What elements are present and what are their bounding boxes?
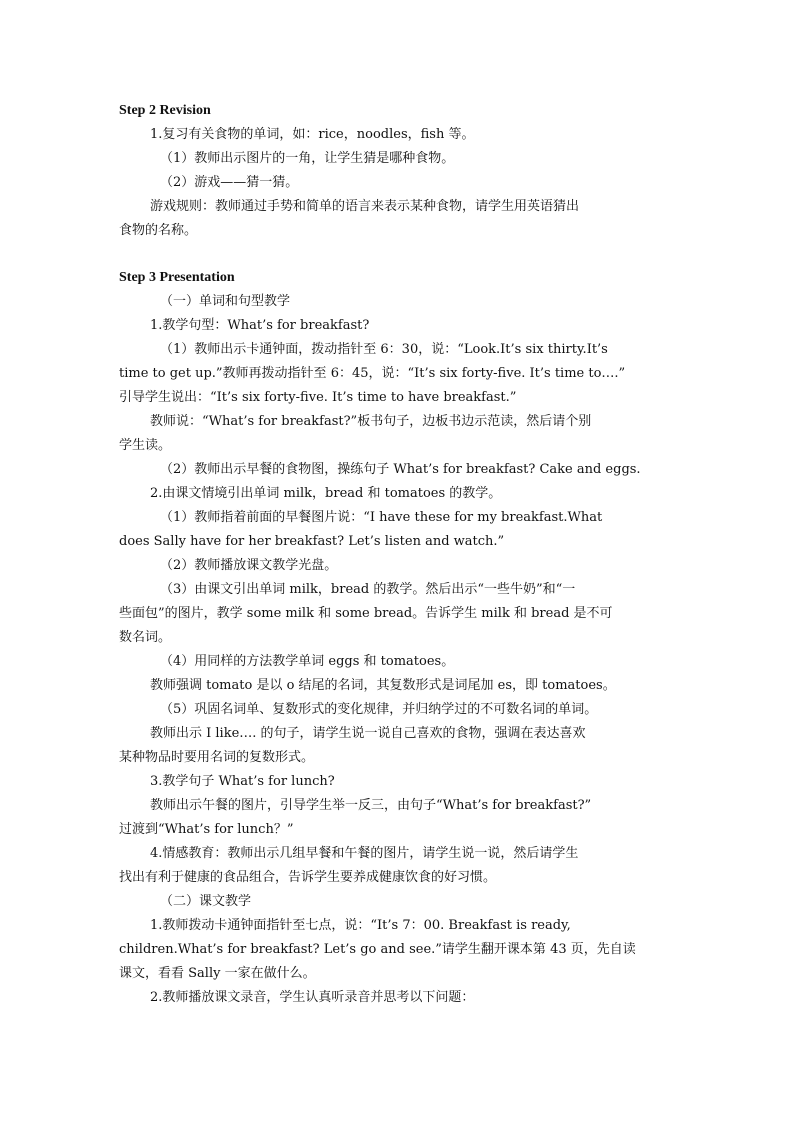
paragraph-line: 过渡到“What’s for lunch？” [119, 822, 294, 837]
paragraph-line: 学生读。 [119, 438, 172, 453]
paragraph-line: 数名词。 [119, 630, 172, 645]
paragraph-line: （5）巩固名词单、复数形式的变化规律，并归纳学过的不可数名词的单词。 [160, 702, 598, 717]
paragraph-line: 2.教师播放课文录音，学生认真听录音并思考以下问题： [150, 990, 475, 1005]
subsection-heading: （一）单词和句型教学 [160, 294, 291, 309]
paragraph-line: 课文，看看 Sally 一家在做什么。 [119, 966, 316, 981]
paragraph-line: 1.复习有关食物的单词，如：rice，noodles，fish 等。 [150, 127, 475, 142]
section-gap [119, 243, 679, 266]
paragraph-line: 些面包”的图片，教学 some milk 和 some bread。告诉学生 milk 和 bread 是不可 [119, 606, 613, 621]
paragraph-line: 1.教师拨动卡通钟面指针至七点，说：“It’s 7：00. Breakfast is ready, [150, 918, 571, 933]
step2-heading: Step 2 Revision [119, 103, 211, 118]
paragraph-line: （3）由课文引出单词 milk，bread 的教学。然后出示“一些牛奶”和“一 [160, 582, 576, 597]
paragraph-line: does Sally have for her breakfast? Let’s listen and watch.” [119, 534, 505, 549]
paragraph-line: 教师强调 tomato 是以 o 结尾的名词，其复数形式是词尾加 es，即 tomatoes。 [150, 678, 616, 693]
step3-heading: Step 3 Presentation [119, 270, 235, 285]
paragraph-line: （2）教师出示早餐的食物图，操练句子 What’s for breakfast? Cake and eggs. [160, 462, 641, 477]
paragraph-line: children.What’s for breakfast? Let’s go and see.”请学生翻开课本第 43 页，先自读 [119, 942, 636, 957]
paragraph-line: 教师说：“What’s for breakfast?”板书句子，边板书边示范读，然后请个别 [150, 414, 592, 429]
paragraph-line: （2）游戏——猜一猜。 [160, 175, 299, 190]
paragraph-line: 某种物品时要用名词的复数形式。 [119, 750, 315, 765]
paragraph-line: 游戏规则：教师通过手势和简单的语言来表示某种食物，请学生用英语猜出 [150, 199, 580, 214]
paragraph-line: 1.教学句型：What’s for breakfast? [150, 318, 370, 333]
paragraph-line: （1）教师出示图片的一角，让学生猜是哪种食物。 [160, 151, 455, 166]
paragraph-line: 4.情感教育：教师出示几组早餐和午餐的图片，请学生说一说，然后请学生 [150, 846, 579, 861]
paragraph-line: 3.教学句子 What’s for lunch? [150, 774, 335, 789]
document-body [119, 99, 679, 1010]
paragraph-line: 2.由课文情境引出单词 milk，bread 和 tomatoes 的教学。 [150, 486, 502, 501]
paragraph-line: （4）用同样的方法教学单词 eggs 和 tomatoes。 [160, 654, 455, 669]
paragraph-line: （1）教师出示卡通钟面，拨动指针至 6：30，说：“Look.It’s six thirty.It’s [160, 342, 608, 357]
paragraph-line: 找出有利于健康的食品组合，告诉学生要养成健康饮食的好习惯。 [119, 870, 497, 885]
paragraph-line: （1）教师指着前面的早餐图片说：“I have these for my breakfast.What [160, 510, 603, 525]
paragraph-line: time to get up.”教师再拨动指针至 6：45，说：“It’s six forty-five. It’s time to….” [119, 366, 626, 381]
paragraph-line: （2）教师播放课文教学光盘。 [160, 558, 338, 573]
paragraph-line: 食物的名称。 [119, 223, 198, 238]
paragraph-line: 教师出示 I like…. 的句子，请学生说一说自己喜欢的食物，强调在表达喜欢 [150, 726, 586, 741]
subsection-heading: （二）课文教学 [160, 894, 252, 909]
paragraph-line: 引导学生说出：“It’s six forty-five. It’s time to have breakfast.” [119, 390, 517, 405]
paragraph-line: 教师出示午餐的图片，引导学生举一反三，由句子“What’s for breakfast?” [150, 798, 592, 813]
